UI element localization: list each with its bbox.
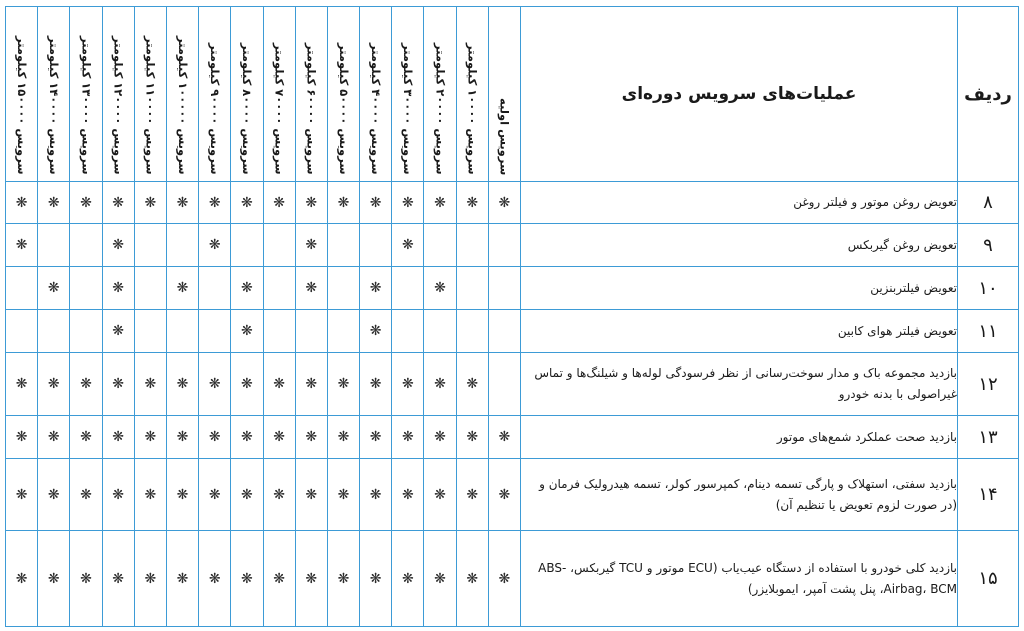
service-mark-cell: ❋ <box>166 267 198 310</box>
service-mark-cell: ❋ <box>6 182 38 224</box>
service-mark-cell: ❋ <box>70 353 102 416</box>
service-column-label: سرویس ۱۳۰۰۰۰ کیلومتر <box>79 36 94 175</box>
service-mark-cell: ❋ <box>102 353 134 416</box>
empty-cell <box>70 310 102 353</box>
service-column-label: سرویس ۱۵۰۰۰۰ کیلومتر <box>14 36 29 175</box>
service-mark-cell: ❋ <box>38 353 70 416</box>
empty-cell <box>392 267 424 310</box>
service-mark-cell: ❋ <box>295 416 327 459</box>
empty-cell <box>263 267 295 310</box>
service-mark-cell: ❋ <box>327 416 359 459</box>
service-mark-cell: ❋ <box>166 459 198 531</box>
service-mark-cell: ❋ <box>360 353 392 416</box>
empty-cell <box>488 353 520 416</box>
service-mark-cell: ❋ <box>360 310 392 353</box>
table-row <box>6 182 1019 224</box>
service-column-header <box>456 7 488 182</box>
row-number: ۸ <box>958 182 1019 224</box>
service-mark-cell: ❋ <box>6 224 38 267</box>
service-column-header <box>166 7 198 182</box>
service-mark-cell: ❋ <box>392 182 424 224</box>
service-mark-cell: ❋ <box>199 416 231 459</box>
table-row <box>6 531 1019 627</box>
service-mark-cell: ❋ <box>392 224 424 267</box>
empty-cell <box>295 310 327 353</box>
empty-cell <box>327 267 359 310</box>
empty-cell <box>6 267 38 310</box>
row-number-header: ردیف <box>958 7 1019 182</box>
service-mark-cell: ❋ <box>231 459 263 531</box>
service-column-label: سرویس اولیه <box>497 97 512 175</box>
operation-description: بازدید سفتی، استهلاک و پارگی تسمه دینام، کمپرسور کولر، تسمه هیدرولیک فرمان و (در صورت لزوم تعویض یا تنظیم آن) <box>521 459 958 531</box>
table-row <box>6 224 1019 267</box>
empty-cell <box>424 310 456 353</box>
service-column-label: سرویس ۲۰۰۰۰ کیلومتر <box>433 43 448 175</box>
operation-description: بازدید صحت عملکرد شمع‌های موتور <box>521 416 958 459</box>
empty-cell <box>456 224 488 267</box>
operation-description: تعویض روغن موتور و فیلتر روغن <box>521 182 958 224</box>
service-column-header <box>70 7 102 182</box>
service-mark-cell: ❋ <box>134 531 166 627</box>
service-column-label: سرویس ۹۰۰۰۰ کیلومتر <box>208 43 223 175</box>
service-column-label: سرویس ۸۰۰۰۰ کیلومتر <box>240 43 255 175</box>
service-mark-cell: ❋ <box>456 416 488 459</box>
operation-description: بازدید کلی خودرو با استفاده از دستگاه عیب‌یاب (ECU موتور و TCU گیربکس، ABS-Airbag، BCM، پنل پشت آمپر، ایموبلایزر) <box>521 531 958 627</box>
service-column-label: سرویس ۵۰۰۰۰ کیلومتر <box>336 43 351 175</box>
empty-cell <box>6 310 38 353</box>
service-mark-cell: ❋ <box>424 531 456 627</box>
service-mark-cell: ❋ <box>424 182 456 224</box>
service-column-header <box>392 7 424 182</box>
service-column-header <box>295 7 327 182</box>
operation-description: تعویض فیلتربنزین <box>521 267 958 310</box>
service-mark-cell: ❋ <box>70 182 102 224</box>
operation-description: بازدید مجموعه باک و مدار سوخت‌رسانی از نظر فرسودگی لوله‌ها و شیلنگ‌ها و تماس غیراصولی با بدنه خودرو <box>521 353 958 416</box>
empty-cell <box>327 224 359 267</box>
service-mark-cell: ❋ <box>295 531 327 627</box>
service-mark-cell: ❋ <box>456 182 488 224</box>
service-mark-cell: ❋ <box>392 416 424 459</box>
service-mark-cell: ❋ <box>134 353 166 416</box>
service-mark-cell: ❋ <box>295 459 327 531</box>
service-mark-cell: ❋ <box>488 459 520 531</box>
empty-cell <box>199 310 231 353</box>
service-mark-cell: ❋ <box>6 353 38 416</box>
service-mark-cell: ❋ <box>38 267 70 310</box>
service-mark-cell: ❋ <box>199 182 231 224</box>
service-mark-cell: ❋ <box>295 224 327 267</box>
service-mark-cell: ❋ <box>360 182 392 224</box>
service-column-header <box>424 7 456 182</box>
row-number: ۱۱ <box>958 310 1019 353</box>
service-mark-cell: ❋ <box>488 182 520 224</box>
empty-cell <box>38 310 70 353</box>
row-number: ۱۴ <box>958 459 1019 531</box>
table-row <box>6 353 1019 416</box>
empty-cell <box>38 224 70 267</box>
service-mark-cell: ❋ <box>70 459 102 531</box>
service-mark-cell: ❋ <box>70 531 102 627</box>
row-number: ۱۵ <box>958 531 1019 627</box>
service-mark-cell: ❋ <box>360 531 392 627</box>
service-column-label: سرویس ۷۰۰۰۰ کیلومتر <box>272 43 287 175</box>
service-mark-cell: ❋ <box>102 531 134 627</box>
service-mark-cell: ❋ <box>263 353 295 416</box>
service-mark-cell: ❋ <box>295 267 327 310</box>
service-mark-cell: ❋ <box>392 353 424 416</box>
empty-cell <box>488 267 520 310</box>
service-mark-cell: ❋ <box>488 531 520 627</box>
service-column-header <box>199 7 231 182</box>
table-row <box>6 459 1019 531</box>
service-mark-cell: ❋ <box>231 182 263 224</box>
service-mark-cell: ❋ <box>199 459 231 531</box>
table-row <box>6 267 1019 310</box>
service-column-header <box>263 7 295 182</box>
row-number: ۱۳ <box>958 416 1019 459</box>
table-row <box>6 310 1019 353</box>
service-mark-cell: ❋ <box>392 459 424 531</box>
service-mark-cell: ❋ <box>6 416 38 459</box>
service-mark-cell: ❋ <box>327 182 359 224</box>
service-column-header <box>327 7 359 182</box>
service-mark-cell: ❋ <box>263 416 295 459</box>
service-mark-cell: ❋ <box>456 459 488 531</box>
service-mark-cell: ❋ <box>231 531 263 627</box>
service-mark-cell: ❋ <box>199 353 231 416</box>
empty-cell <box>70 224 102 267</box>
service-column-header <box>360 7 392 182</box>
service-column-label: سرویس ۱۲۰۰۰۰ کیلومتر <box>111 36 126 175</box>
service-mark-cell: ❋ <box>327 459 359 531</box>
empty-cell <box>360 224 392 267</box>
service-column-header <box>488 7 520 182</box>
service-mark-cell: ❋ <box>166 182 198 224</box>
service-column-label: سرویس ۱۰۰۰۰۰ کیلومتر <box>175 36 190 175</box>
service-mark-cell: ❋ <box>231 416 263 459</box>
table-row <box>6 416 1019 459</box>
service-mark-cell: ❋ <box>392 531 424 627</box>
service-column-header <box>102 7 134 182</box>
service-mark-cell: ❋ <box>456 353 488 416</box>
service-mark-cell: ❋ <box>70 416 102 459</box>
empty-cell <box>488 224 520 267</box>
service-mark-cell: ❋ <box>263 459 295 531</box>
service-mark-cell: ❋ <box>424 353 456 416</box>
service-mark-cell: ❋ <box>134 182 166 224</box>
empty-cell <box>488 310 520 353</box>
service-mark-cell: ❋ <box>102 182 134 224</box>
service-mark-cell: ❋ <box>295 182 327 224</box>
empty-cell <box>199 267 231 310</box>
periodic-service-table <box>5 6 1019 627</box>
service-mark-cell: ❋ <box>424 459 456 531</box>
service-mark-cell: ❋ <box>327 353 359 416</box>
empty-cell <box>424 224 456 267</box>
service-mark-cell: ❋ <box>134 416 166 459</box>
service-mark-cell: ❋ <box>263 182 295 224</box>
empty-cell <box>166 224 198 267</box>
empty-cell <box>134 224 166 267</box>
empty-cell <box>263 224 295 267</box>
service-mark-cell: ❋ <box>360 459 392 531</box>
empty-cell <box>231 224 263 267</box>
empty-cell <box>134 310 166 353</box>
service-column-label: سرویس ۳۰۰۰۰ کیلومتر <box>401 43 416 175</box>
service-column-label: سرویس ۱۰۰۰۰ کیلومتر <box>465 43 480 175</box>
service-mark-cell: ❋ <box>231 310 263 353</box>
service-mark-cell: ❋ <box>166 531 198 627</box>
operations-header: عملیات‌های سرویس دوره‌ای <box>521 7 958 182</box>
service-mark-cell: ❋ <box>38 459 70 531</box>
service-mark-cell: ❋ <box>424 416 456 459</box>
empty-cell <box>456 310 488 353</box>
service-mark-cell: ❋ <box>134 459 166 531</box>
service-column-header <box>231 7 263 182</box>
service-mark-cell: ❋ <box>327 531 359 627</box>
service-mark-cell: ❋ <box>231 267 263 310</box>
service-mark-cell: ❋ <box>295 353 327 416</box>
row-number: ۱۰ <box>958 267 1019 310</box>
service-mark-cell: ❋ <box>102 310 134 353</box>
service-mark-cell: ❋ <box>199 224 231 267</box>
operation-description: تعویض روغن گیربکس <box>521 224 958 267</box>
service-mark-cell: ❋ <box>38 416 70 459</box>
service-mark-cell: ❋ <box>456 531 488 627</box>
service-mark-cell: ❋ <box>102 416 134 459</box>
service-column-label: سرویس ۱۱۰۰۰۰ کیلومتر <box>143 36 158 175</box>
empty-cell <box>392 310 424 353</box>
service-mark-cell: ❋ <box>166 353 198 416</box>
service-mark-cell: ❋ <box>6 531 38 627</box>
service-column-label: سرویس ۱۴۰۰۰۰ کیلومتر <box>47 36 62 175</box>
row-number: ۹ <box>958 224 1019 267</box>
service-mark-cell: ❋ <box>102 224 134 267</box>
service-mark-cell: ❋ <box>424 267 456 310</box>
service-column-header <box>134 7 166 182</box>
service-mark-cell: ❋ <box>360 267 392 310</box>
service-mark-cell: ❋ <box>102 267 134 310</box>
service-mark-cell: ❋ <box>199 531 231 627</box>
service-mark-cell: ❋ <box>6 459 38 531</box>
empty-cell <box>456 267 488 310</box>
service-column-header <box>38 7 70 182</box>
service-column-label: سرویس ۶۰۰۰۰ کیلومتر <box>304 43 319 175</box>
service-mark-cell: ❋ <box>166 416 198 459</box>
table-header-row <box>6 7 1019 182</box>
empty-cell <box>327 310 359 353</box>
service-mark-cell: ❋ <box>231 353 263 416</box>
empty-cell <box>70 267 102 310</box>
empty-cell <box>134 267 166 310</box>
service-column-label: سرویس ۴۰۰۰۰ کیلومتر <box>368 43 383 175</box>
empty-cell <box>166 310 198 353</box>
service-mark-cell: ❋ <box>488 416 520 459</box>
service-mark-cell: ❋ <box>360 416 392 459</box>
service-mark-cell: ❋ <box>38 531 70 627</box>
empty-cell <box>263 310 295 353</box>
service-mark-cell: ❋ <box>102 459 134 531</box>
operation-description: تعویض فیلتر هوای کابین <box>521 310 958 353</box>
service-mark-cell: ❋ <box>38 182 70 224</box>
row-number: ۱۲ <box>958 353 1019 416</box>
service-column-header <box>6 7 38 182</box>
service-mark-cell: ❋ <box>263 531 295 627</box>
